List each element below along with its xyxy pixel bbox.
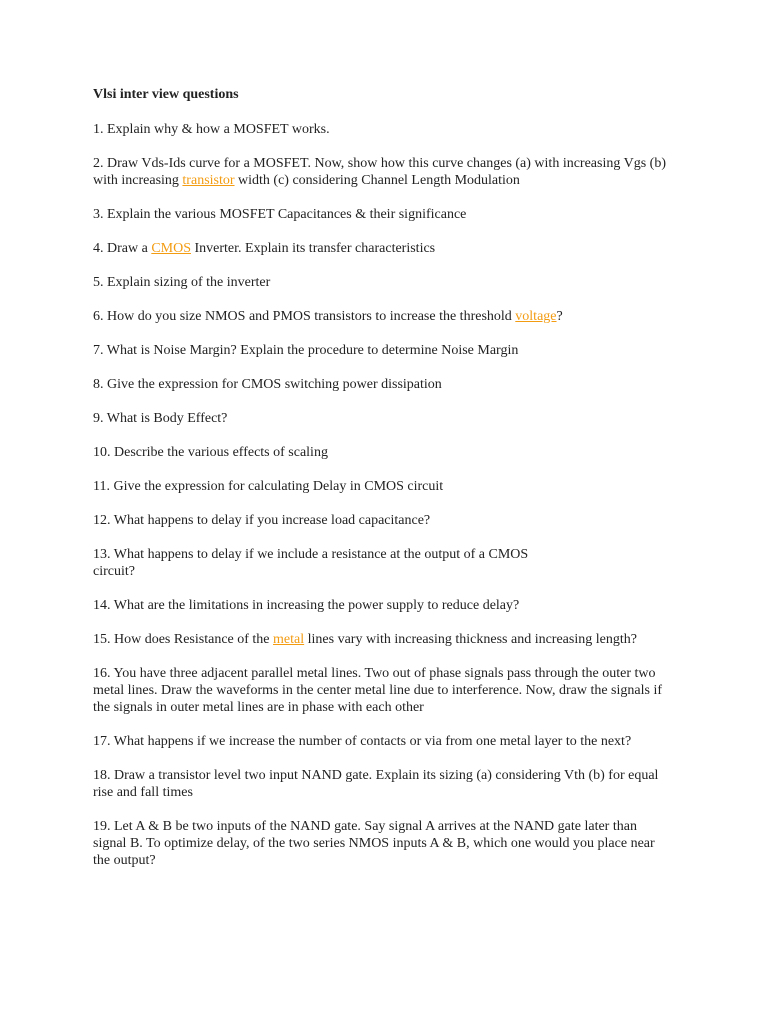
question-text: 13. What happens to delay if we include a resistance at the output of a CMOS xyxy=(93,547,529,562)
question-text: 11. Give the expression for calculating Delay in CMOS circuit xyxy=(93,479,444,494)
question-text: 14. What are the limitations in increasing the power supply to reduce delay? xyxy=(93,598,520,613)
question-text-continued: circuit? xyxy=(93,564,135,579)
question-item xyxy=(93,512,668,529)
question-item xyxy=(93,444,668,461)
question-item xyxy=(93,376,668,393)
question-item xyxy=(93,818,668,869)
question-text: 1. Explain why & how a MOSFET works. xyxy=(93,122,330,137)
question-text-continued: Inverter. Explain its transfer characteristics xyxy=(191,241,436,256)
question-text: 16. You have three adjacent parallel metal lines. Two out of phase signals pass through the outer two metal lines. Draw the waveforms in the center metal line due to interference. Now, draw the signals if the signals in outer metal lines are in phase with each other xyxy=(93,666,662,715)
question-text-continued: ? xyxy=(556,309,563,324)
question-item xyxy=(93,733,668,750)
question-item xyxy=(93,308,668,325)
question-text-continued: lines vary with increasing thickness and increasing length? xyxy=(304,632,637,647)
question-item xyxy=(93,546,668,580)
question-text: 17. What happens if we increase the number of contacts or via from one metal layer to the next? xyxy=(93,734,632,749)
question-item xyxy=(93,597,668,614)
question-item xyxy=(93,240,668,257)
question-item xyxy=(93,478,668,495)
question-item xyxy=(93,121,668,138)
document-title: Vlsi inter view questions xyxy=(93,87,239,102)
question-text: 7. What is Noise Margin? Explain the procedure to determine Noise Margin xyxy=(93,343,519,358)
question-text: 15. How does Resistance of the xyxy=(93,632,274,647)
question-text: 3. Explain the various MOSFET Capacitances & their significance xyxy=(93,207,467,222)
question-item xyxy=(93,155,668,189)
question-text: 5. Explain sizing of the inverter xyxy=(93,275,271,290)
question-item xyxy=(93,631,668,648)
question-text: 10. Describe the various effects of scaling xyxy=(93,445,328,460)
question-text: 2. Draw Vds-Ids curve for a MOSFET. Now, show how this curve changes (a) with increasing Vgs (b) with increasing xyxy=(93,156,666,188)
question-item xyxy=(93,274,668,291)
question-text-continued: width (c) considering Channel Length Modulation xyxy=(234,173,520,188)
question-item xyxy=(93,342,668,359)
question-text: 4. Draw a xyxy=(93,241,152,256)
question-item xyxy=(93,767,668,801)
question-item xyxy=(93,206,668,223)
question-text: 9. What is Body Effect? xyxy=(93,411,228,426)
question-text: 8. Give the expression for CMOS switching power dissipation xyxy=(93,377,442,392)
question-item xyxy=(93,410,668,427)
question-link-voltage[interactable]: voltage xyxy=(515,309,557,324)
question-link-transistor[interactable]: transistor xyxy=(182,173,235,188)
question-text: 12. What happens to delay if you increase load capacitance? xyxy=(93,513,431,528)
question-text: 6. How do you size NMOS and PMOS transistors to increase the threshold xyxy=(93,309,516,324)
question-link-metal[interactable]: metal xyxy=(273,632,305,647)
question-text: 19. Let A & B be two inputs of the NAND gate. Say signal A arrives at the NAND gate later than signal B. To optimize delay, of the two series NMOS inputs A & B, which one would you place near the output? xyxy=(93,819,655,868)
question-item xyxy=(93,665,668,716)
question-link-cmos[interactable]: CMOS xyxy=(151,241,191,256)
question-text: 18. Draw a transistor level two input NAND gate. Explain its sizing (a) considering Vth (b) for equal rise and fall times xyxy=(93,768,659,800)
